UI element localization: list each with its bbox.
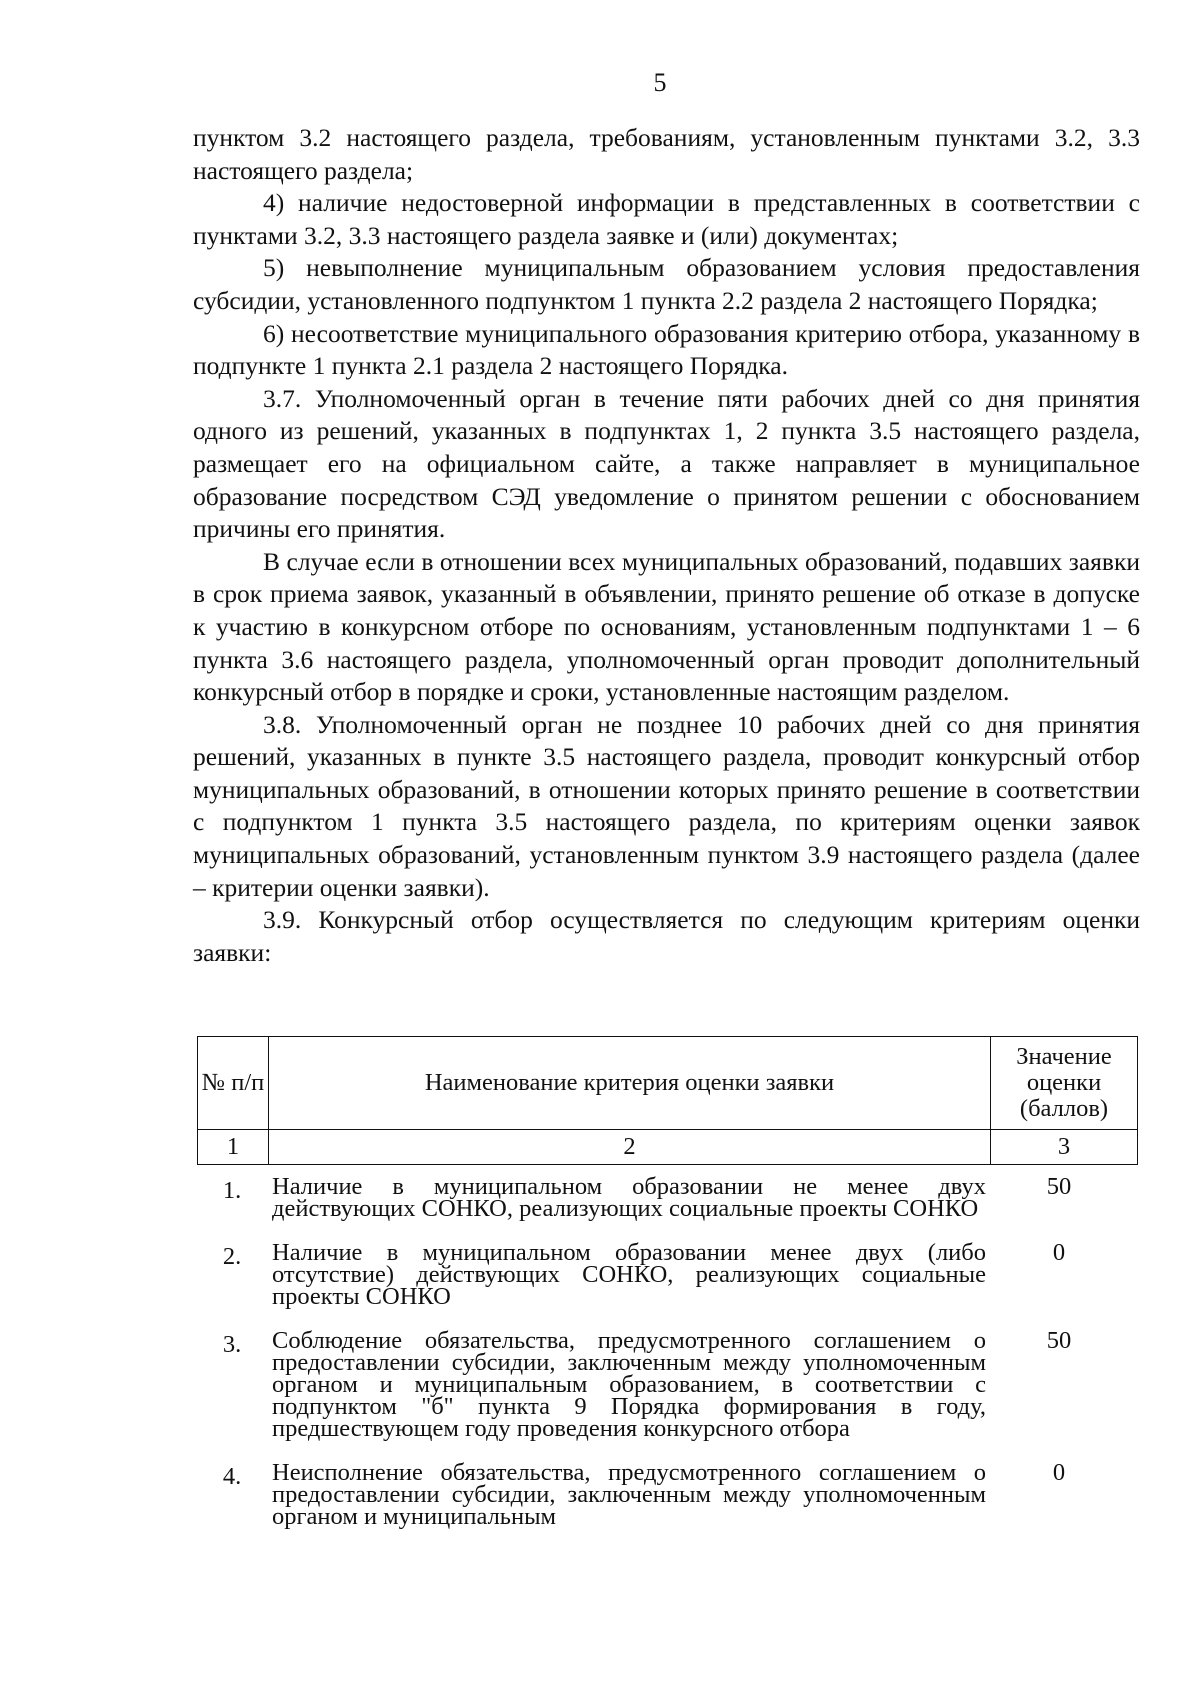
- row-number: 3.: [222, 1331, 242, 1358]
- column-number-3: 3: [991, 1130, 1138, 1165]
- paragraph-3-7: 3.7. Уполномоченный орган в течение пяти рабочих дней со дня принятия одного из решений, указанных в подпунктах 1, 2 пункта 3.5 настоящего раздела, размещает его на официальном сайте, а также направляет в муниципальное образование посредством СЭД уведомление о принятом решении с обоснованием причины его принятия.: [193, 383, 1140, 544]
- criteria-list: [197, 1173, 1138, 1550]
- header-number: № п/п: [198, 1037, 269, 1130]
- column-number-2: 2: [269, 1130, 991, 1165]
- paragraph-item-6: 6) несоответствие муниципального образования критерию отбора, указанному в подпункте 1 пункта 2.1 раздела 2 настоящего Порядка.: [193, 318, 1140, 381]
- column-number-1: 1: [198, 1130, 269, 1165]
- row-number: 4.: [222, 1463, 242, 1490]
- paragraph-3-7-case: В случае если в отношении всех муниципальных образований, подавших заявки в срок приема заявок, указанный в объявлении, принято решение об отказе в допуске к участию в конкурсном отборе по основаниям, установленным подпунктами 1 – 6 пункта 3.6 настоящего раздела, уполномоченный орган проводит дополнительный конкурсный отбор в порядке и сроки, установленные настоящим разделом.: [193, 546, 1140, 707]
- row-criterion: Соблюдение обязательства, предусмотренного соглашением о предоставлении субсидии, заключенным между уполномоченным органом и муниципальным образованием, в соответствии с подпунктом "б" пункта 9 Порядка формирования в году, предшествующем году проведения конкурсного отбора: [272, 1327, 986, 1442]
- row-criterion: Наличие в муниципальном образовании не менее двух действующих СОНКО, реализующих социальные проекты СОНКО: [272, 1173, 986, 1222]
- header-score: Значение оценки (баллов): [991, 1037, 1138, 1130]
- row-score: 50: [1046, 1327, 1072, 1354]
- row-criterion: Наличие в муниципальном образовании менее двух (либо отсутствие) действующих СОНКО, реализующих социальные проекты СОНКО: [272, 1239, 986, 1310]
- paragraph-continuation: пунктом 3.2 настоящего раздела, требованиям, установленным пунктами 3.2, 3.3 настоящего раздела;: [193, 123, 1140, 185]
- table-row: [197, 1173, 1138, 1222]
- table-header-row: [198, 1037, 1138, 1130]
- table-column-numbers-row: [198, 1130, 1138, 1165]
- page-number: 5: [653, 68, 667, 97]
- table-row: [197, 1239, 1138, 1310]
- table-row: [197, 1459, 1138, 1530]
- paragraph-item-4: 4) наличие недостоверной информации в представленных в соответствии с пунктами 3.2, 3.3 настоящего раздела заявке и (или) документах;: [193, 188, 1140, 250]
- header-criterion: Наименование критерия оценки заявки: [269, 1037, 991, 1130]
- body-text: [193, 122, 1140, 969]
- row-score: 0: [1052, 1459, 1066, 1486]
- paragraph-3-9: 3.9. Конкурсный отбор осуществляется по следующим критериям оценки заявки:: [193, 905, 1140, 967]
- row-number: 1.: [222, 1177, 242, 1204]
- row-score: 50: [1046, 1173, 1072, 1200]
- paragraph-3-8: 3.8. Уполномоченный орган не позднее 10 рабочих дней со дня принятия решений, указанных в пункте 3.5 настоящего раздела, проводит конкурсный отбор муниципальных образований, в отношении которых принято решение в соответствии с подпунктом 1 пункта 3.5 настоящего раздела, по критериям оценки заявок муниципальных образований, установленным пунктом 3.9 настоящего раздела (далее – критерии оценки заявки).: [193, 709, 1140, 902]
- paragraph-item-5: 5) невыполнение муниципальным образованием условия предоставления субсидии, установленного подпунктом 1 пункта 2.2 раздела 2 настоящего Порядка;: [193, 253, 1140, 315]
- table-row: [197, 1327, 1138, 1442]
- criteria-table-header: [197, 1036, 1138, 1165]
- row-score: 0: [1052, 1239, 1066, 1266]
- row-criterion: Неисполнение обязательства, предусмотренного соглашением о предоставлении субсидии, заключенным между уполномоченным органом и муниципальным: [272, 1459, 986, 1530]
- row-number: 2.: [222, 1243, 242, 1270]
